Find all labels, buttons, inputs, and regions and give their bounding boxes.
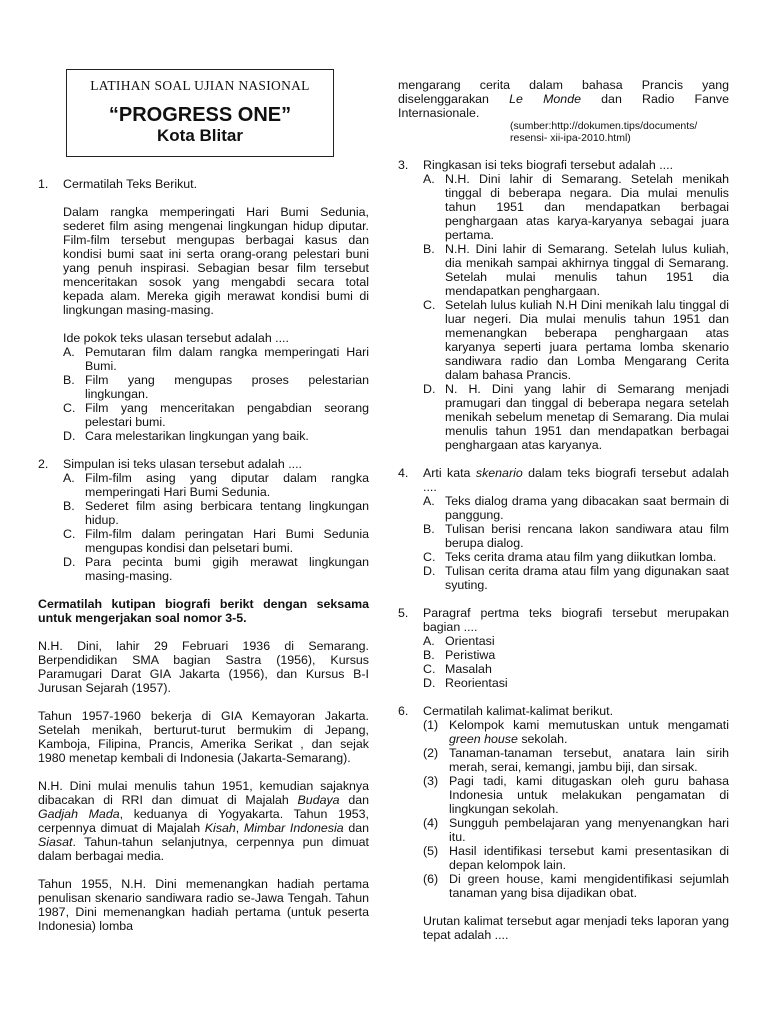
- question-2: [38, 457, 369, 583]
- option-b[interactable]: B. N.H. Dini lahir di Semarang. Setelah lulus kuliah, dia menikah sampai akhirnya tinggal di Semarang. Setelah mulai menulis tahun 1951 dia mendapatkan penghargaan.: [423, 242, 729, 298]
- question-text: Cermatilah kalimat-kalimat berikut.: [423, 704, 614, 718]
- sentence-5: (5) Hasil identifikasi tersebut kami presentasikan di depan kelompok lain.: [423, 844, 729, 872]
- option-b[interactable]: B. Peristiwa: [423, 648, 496, 662]
- question-4: [398, 466, 729, 592]
- option-b[interactable]: B. Sederet film asing berbicara tentang lingkungan hidup.: [63, 499, 369, 527]
- option-c[interactable]: C. Teks cerita drama atau film yang diikutkan lomba.: [423, 550, 717, 564]
- biography-instruction: Cermatilah kutipan biografi berikt dengan seksama untuk mengerjakan soal nomor 3-5.: [38, 597, 369, 625]
- option-d[interactable]: D. Cara melestarikan lingkungan yang baik.: [63, 429, 309, 443]
- option-b[interactable]: B. Film yang mengupas proses pelestarian lingkungan.: [63, 373, 369, 401]
- passage-text: Dalam rangka memperingati Hari Bumi Sedunia, sederet film asing mengenai lingkungan hidup diputar. Film-film tersebut mengupas berbagai kasus dan kondisi bumi saat ini serta orang-orang pelestari buni yang penuh inspirasi. Sebagian besar film tersebut menceritakan sosok yang mengabdi secara total kepada alam. Mereka gigih merawat kondisi bumi di lingkungan masing-masing.: [63, 205, 369, 317]
- question-closing: Urutan kalimat tersebut agar menjadi teks laporan yang tepat adalah ....: [423, 914, 729, 942]
- biography-source: (sumber:http://dokumen.tips/documents/ resensi- xii-ipa-2010.html): [510, 120, 698, 144]
- sentence-6: (6) Di green house, kami mengidentifikasi sejumlah tanaman yang bisa dijadikan obat.: [423, 872, 729, 900]
- sentence-3: (3) Pagi tadi, kami ditugaskan oleh guru bahasa Indonesia untuk melakukan pengamatan di lingkungan sekolah.: [423, 774, 729, 816]
- biography-paragraph-4: Tahun 1955, N.H. Dini memenangkan hadiah pertama penulisan skenario sandiwara radio se-Jawa Tengah. Tahun 1987, Dini memenangkan hadiah pertama (untuk peserta Indonesia) lomba: [38, 877, 369, 933]
- biography-paragraph-2: Tahun 1957-1960 bekerja di GIA Kemayoran Jakarta. Setelah menikah, berturut-turut bermukim di Jepang, Kamboja, Filipina, Prancis, Amerika Serikat , dan sejak 1980 menetap kembali di Indonesia (Jakarta-Semarang).: [38, 709, 369, 765]
- question-1: [38, 177, 369, 443]
- biography-paragraph-3: N.H. Dini mulai menulis tahun 1951, kemudian sajaknya dibacakan di RRI dan dimuat di Majalah Budaya dan Gadjah Mada, keduanya di Yogyakarta. Tahun 1953, cerpennya dimuat di Majalah Kisah, Mimbar Indonesia dan Siasat. Tahun-tahun selanjutnya, cerpennya pun dimuat dalam berbagai media.: [38, 779, 369, 863]
- option-d[interactable]: D. Para pecinta bumi gigih merawat lingkungan masing-masing.: [63, 555, 369, 583]
- exam-title-line3: Kota Blitar: [157, 126, 243, 145]
- question-number: 1.: [38, 177, 49, 191]
- question-6: [398, 704, 729, 942]
- question-text: Ide pokok teks ulasan tersebut adalah ....: [63, 331, 289, 345]
- option-d[interactable]: D. N. H. Dini yang lahir di Semarang menjadi pramugari dan tinggal di beberapa negara setelah menikah sebelum menetap di Semarang. Dia mulai menulis tahun 1951 dan mendapatkan berbagai penghargaan atas karyanya.: [423, 382, 729, 452]
- exam-title-line1: LATIHAN SOAL UJIAN NASIONAL: [90, 78, 310, 93]
- question-number: 2.: [38, 457, 49, 471]
- question-text: Ringkasan isi teks biografi tersebut adalah ....: [423, 158, 674, 172]
- option-a[interactable]: A. Film-film asing yang diputar dalam rangka memperingati Hari Bumi Sedunia.: [63, 471, 369, 499]
- sentence-2: (2) Tanaman-tanaman tersebut, anatara lain sirih merah, serai, kemangi, jambu biji, dan sirsak.: [423, 746, 729, 774]
- option-c[interactable]: C. Film yang menceritakan pengabdian seorang pelestari bumi.: [63, 401, 369, 429]
- biography-paragraph-4-continued: mengarang cerita dalam bahasa Prancis yang diselenggarakan Le Monde dan Radio Fanve Internasionale.: [398, 78, 729, 120]
- question-intro: Cermatilah Teks Berikut.: [63, 177, 198, 191]
- option-b[interactable]: B. Tulisan berisi rencana lakon sandiwara atau film berupa dialog.: [423, 522, 729, 550]
- biography-paragraph-1: N.H. Dini, lahir 29 Februari 1936 di Semarang. Berpendidikan SMA bagian Sastra (1956), Kursus Paramugari Darat GIA Jakarta (1956), dan Kursus B-I Jurusan Sejarah (1957).: [38, 639, 369, 695]
- option-c[interactable]: C. Masalah: [423, 662, 492, 676]
- question-5: [398, 606, 729, 690]
- left-column: [38, 177, 369, 933]
- option-d[interactable]: D. Reorientasi: [423, 676, 508, 690]
- sentence-1: (1) Kelompok kami memutuskan untuk mengamati green house sekolah.: [423, 718, 729, 746]
- question-text: Arti kata skenario dalam teks biografi tersebut adalah ....: [423, 466, 729, 494]
- option-d[interactable]: D. Tulisan cerita drama atau film yang digunakan saat syuting.: [423, 564, 729, 592]
- option-c[interactable]: C. Setelah lulus kuliah N.H Dini menikah lalu tinggal di luar negeri. Dia mulai menulis tahun 1951 dan memenangkan beberapa penghargaan atas karyanya seperti juara pertama lomba skenario sandiwara radio dan Lomba Mengarang Cerita dalam bahasa Prancis.: [423, 298, 729, 382]
- option-c[interactable]: C. Film-film dalam peringatan Hari Bumi Sedunia mengupas kondisi dan pelsetari bumi.: [63, 527, 369, 555]
- question-text: Simpulan isi teks ulasan tersebut adalah ....: [63, 457, 302, 471]
- question-number: 5.: [398, 606, 409, 620]
- question-number: 6.: [398, 704, 409, 718]
- option-a[interactable]: A. N.H. Dini lahir di Semarang. Setelah menikah tinggal di beberapa negara. Dia mulai menulis tahun 1951 dan mendapatkan berbagai penghargaan atas karya-karyanya sebagai juara pertama.: [423, 172, 729, 242]
- question-number: 4.: [398, 466, 409, 480]
- exam-title-box: [66, 69, 334, 157]
- option-a[interactable]: A. Orientasi: [423, 634, 495, 648]
- right-column: [398, 78, 729, 942]
- exam-title-line2: “PROGRESS ONE”: [108, 104, 292, 126]
- question-number: 3.: [398, 158, 409, 172]
- question-text: Paragraf pertma teks biografi tersebut merupakan bagian ....: [423, 606, 729, 634]
- option-a[interactable]: A. Pemutaran film dalam rangka memperingati Hari Bumi.: [63, 345, 369, 373]
- question-3: [398, 158, 729, 452]
- sentence-4: (4) Sungguh pembelajaran yang menyenangkan hari itu.: [423, 816, 729, 844]
- option-a[interactable]: A. Teks dialog drama yang dibacakan saat bermain di panggung.: [423, 494, 729, 522]
